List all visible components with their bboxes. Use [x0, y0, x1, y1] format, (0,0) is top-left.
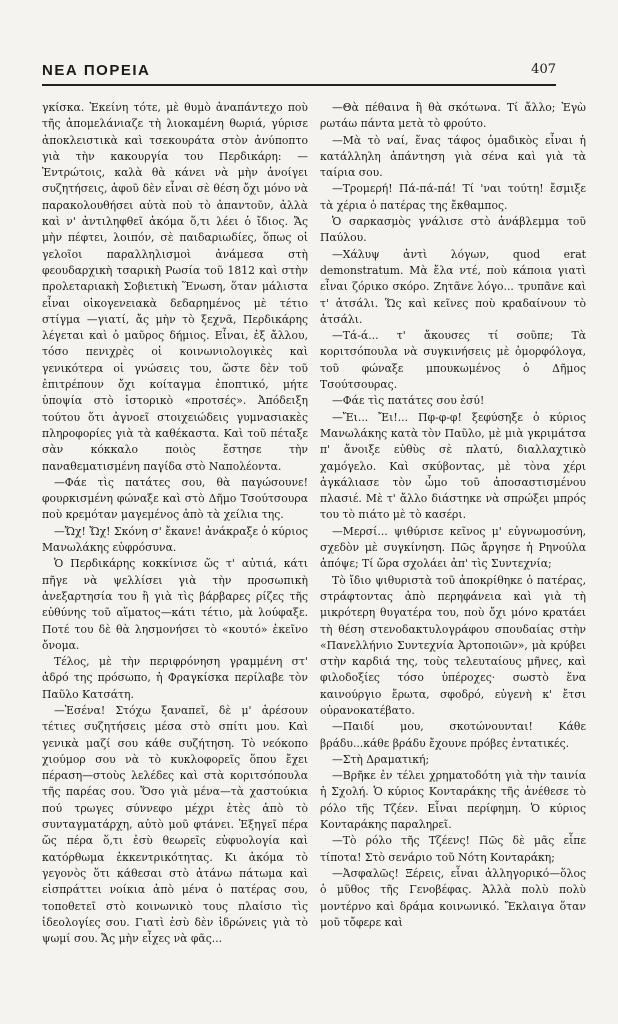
- paragraph: —Τά-ά... τ' ἄκουσες τί σοῦπε; Τὰ κοριτσόπουλα νὰ συγκινήσεις μὲ ὁμορφόλογα, τοῦ φώναξε μπουκωμένος ὁ Δῆμος Τσούτσουρας.: [320, 329, 586, 392]
- paragraph: Ὁ σαρκασμὸς γνάλισε στὸ ἀνάβλεμμα τοῦ Παύλου.: [320, 215, 586, 245]
- paragraph: —Βρῆκε ἐν τέλει χρηματοδότη γιὰ τὴν ταινία ἡ Σχολή. Ὁ κύριος Κονταράκης τῆς ἀνέθεσε τὸ ρόλο τῆς Τζέεν. Εἶναι περίφημη. Ὁ κύριος Κονταράκης παραληρεῖ.: [320, 769, 586, 832]
- paragraph: —Θὰ πέθαινα ἢ θὰ σκότωνα. Τί ἄλλο; Ἐγὼ ρωτάω πάντα μετὰ τὸ φρούτο.: [320, 101, 586, 131]
- paragraph: —Στὴ Δραματική;: [332, 752, 430, 766]
- paragraph: —Χάλυψ ἀντὶ λόγων, quod erat demonstratum. Μὰ ἔλα ντέ, ποὺ κάποια γιατὶ εἶναι ζόρικο σκόρο. Ζητᾶνε λόγο... τρυπᾶνε καὶ τ' ἀτσάλι. Ὥς καὶ κεῖνες ποὺ κραδαίνουν τὸ ἀτσάλι.: [320, 247, 586, 326]
- paragraph: Τέλος, μὲ τὴν περιφρόνηση γραμμένη στ' ἀδρό της πρόσωπο, ἡ Φραγκίσκα περίλαβε τὸν Παῦλο Κατσάτη.: [42, 655, 308, 701]
- paragraph: —Φάε τὶς πατάτες σου, θὰ παγώσουνε! φουρκισμένη φώναξε καὶ στὸ Δῆμο Τσούτσουρα ποὺ κρεμόταν μαγεμένος ἀπὸ τὰ χείλια της.: [42, 475, 308, 522]
- journal-title: ΝΕΑ ΠΟΡΕΙΑ: [42, 62, 151, 79]
- paragraph: —Ἔι... Ἔι!... Πφ-φ-φ! ξεφύσηξε ὁ κύριος Μανωλάκης κατὰ τὸν Παῦλο, μὲ μιὰ γκριμάτσα π' ἄνοιξε εὐθὺς σὲ πλατύ, διαλλαχτικὸ χαμόγελο. Καὶ σκύβοντας, μὲ τὸνα χέρι ἀγκάλιασε τὸν ὦμο τοῦ ἀποσαστισμένου πλασιέ. Μὲ τ' ἄλλο διάστηκε νὰ σπρώξει μπρός του τὸ πιάτο μὲ τὸ κασέρι.: [320, 410, 586, 522]
- page-number: 407: [531, 62, 556, 77]
- paragraph: Τὸ ἴδιο ψιθυριστὰ τοῦ ἀποκρίθηκε ὁ πατέρας, στράφτοντας ἀπὸ περηφάνεια καὶ γιὰ τὴ μικρότερη θυγατέρα του, ποὺ ὄχι μόνο κρατάει τὴ θέση στενοδακτυλογράφου σπουδαίας στὴν «Πανελλήνιο Συντεχνία Ἀρτοποιῶν», μὰ κρύβει στὴν καρδιά της, τοὺς τελευταίους μῆνες, καὶ φιλοδοξίες τόσο ὑπέροχες· σωστὸ ἕνα καινούργιο ἔρωτα, σφοδρό, εὐγενὴ κ' ἔτσι οὐρανοκατέβατο.: [320, 573, 586, 717]
- left-column: [42, 100, 308, 947]
- paragraph: —Ἐσένα! Στόχω ξαναπεῖ, δὲ μ' ἀρέσουν τέτιες συζητήσεις μέσα στὸ σπίτι μου. Καὶ γενικὰ μαζί σου κάθε συζήτηση. Τὸ νεόκοπο χιούμορ σου νὰ τὸ κυκλοφορεῖς ὅπου ἔχει πέραση—στοὺς λελέδες καὶ στὰ κοριτσόπουλα τῆς παρέας σου. Ὅσο γιὰ μένα—τὰ χαστούκια πού τρωγες σύννεφο μέχρι ἐτὲς ἀπὸ τὸ συνταγματάρχη, αὐτὸ μοῦ φτάνει. Ἐξηγεῖ πέρα ὥς πέρα ὅ,τι ἐσὺ θεωρεῖς εὐφυολογία καὶ κατόρθωμα ἐκκεντρικότητας. Κι ἀκόμα τὸ γεγονὸς ὅτι κάθεσαι στὸ ἀτάνω πάτωμα καὶ εἰσπράττει νοίκια ἀπὸ μένα ὁ πατέρας σου, τοποθετεῖ στὸ κοινωνικὸ τους πλαίσιο τὶς ἰδεολογίες σου. Γιατὶ ἐσὺ δὲν ἱδρώνεις γιὰ τὸ ψωμί σου. Ἄς μὴν εἶχες νὰ φᾶς...: [42, 703, 308, 946]
- running-header: [42, 58, 556, 86]
- right-column: [320, 100, 586, 931]
- paragraph: Ὁ Περδικάρης κοκκίνισε ὥς τ' αὐτιά, κάτι πῆγε νὰ ψελλίσει γιὰ τὴν προσωπικὴ ἀνεξαρτησία του ἢ γιὰ τὶς βάρβαρες ρίζες τῆς εὐθύνης τοῦ αἵματος—κάτι τέτιο, μὰ λούφαξε. Ποτέ του δὲ θὰ λησμονήσει τὸ «κουτό» ἐκεῖνο ὄνομα.: [42, 557, 308, 652]
- paragraph: —Μερσί... ψιθύρισε κεῖνος μ' εὐγνωμοσύνη, σχεδὸν μὲ συγκίνηση. Πῶς ἄργησε ἡ Ρηνούλα ἀπόψε; Τί ὥρα σχολάει ἀπ' τὶς Συντεχνία;: [320, 524, 586, 571]
- paragraph: γκίσκα. Ἐκείνη τότε, μὲ θυμὸ ἀναπάντεχο ποὺ τῆς ἀπομελάνιαζε τὴ λιοκαμένη θωριά, γύρισε ἀποκλειστικὰ καὶ τσεκουράτα στὸν ἀνύποπτο γιὰ τὴν κακουργία του Περδικάρη: —Ἐντρώτοις, καλὰ θὰ κάνει νὰ μὴν ἀνοίγει συζητήσεις, ἀφοῦ δὲν εἶναι σὲ θέση ὄχι μόνο νὰ παρακολουθήσει αὐτὰ ποὺ τὸ ἀπαντοῦν, ἀλλὰ καὶ ν' ἀντιληφθεῖ ἀκόμα ὅ,τι λέει ὁ ἴδιος. Ἄς μὴν πέφτει, λοιπόν, σὲ παιδαριωδίες, ὅπως οἱ γελοῖοι παραλληλισμοὶ ἀνάμεσα στὴ φεουδαρχικὴ τσαρικὴ Ρωσία τοῦ 1812 καὶ στὴν προλεταριακὴ Σοβιετικὴ Ἕνωση, ὅταν μάλιστα εἶναι οἰκογενειακὰ δεδαρημένος μὲ τέτιο στίγμα —γιατί, ἄς μὴν τὸ ξεχνᾶ, Περδικάρης λέγεται καὶ ὁ μαῦρος δήμιος. Εἶναι, ἐξ ἄλλου, τόσο πενιχρὲς οἱ κοινωνιολογικὲς καὶ γενικότερα οἱ γνώσεις του, ὥστε δὲν τοῦ ἐπιτρέπουν ὄχι κοίταγμα ἐποπτικό, μήτε ὑποψία στὸ ἱστορικὸ «προτσές». Ἀπόδειξη τούτου ὅτι ἀγνοεῖ στοιχειώδεις γυμνασιακὲς πληροφορίες γιὰ τὰ καθέκαστα. Καὶ τοῦ πέταξε σὰν κόκκαλο ποιὸς ἔστησε τὴν παναθεματισμένη παγίδα στὸ Ναπολέοντα.: [42, 101, 308, 473]
- paragraph: —Τὸ ρόλο τῆς Τζέενς! Πῶς δὲ μᾶς εἶπε τίποτα! Στὸ σενάριο τοῦ Νότη Κονταράκη;: [320, 834, 586, 864]
- paragraph: —Φάε τὶς πατάτες σου ἐσύ!: [332, 394, 485, 408]
- paragraph: —Μὰ τὸ ναί, ἕνας τάφος ὁμαδικὸς εἶναι ἡ κατάλληλη ἀπάντηση γιὰ σένα καὶ γιὰ τὰ ταίρια σου.: [320, 133, 586, 180]
- paragraph: —Ἀσφαλῶς! Ξέρεις, εἶναι ἀλληγορικό—ὅλος ὁ μῦθος τῆς Γενοβέφας. Ἀλλὰ πολὺ πολὺ μοντέρνο καὶ δράμα κοινωνικό. Ἔκλαιγα ὅταν μοῦ τὄφερε καὶ: [320, 866, 586, 929]
- paragraph: —Παιδί μου, σκοτώνουνται! Κάθε βράδυ...κάθε βράδυ ἔχουνε πρόβες ἐντατικές.: [320, 720, 586, 750]
- paragraph: —Τρομερή! Πά-πά-πά! Τί 'ναι τούτη! ἔσμιξε τὰ χέρια ὁ πατέρας της ἔκθαμπος.: [320, 182, 586, 212]
- paragraph: —Ὤχ! Ὤχ! Σκόνη σ' ἔκανε! ἀνάκραξε ὁ κύριος Μανωλάκης εὐφρόσυνα.: [42, 524, 308, 555]
